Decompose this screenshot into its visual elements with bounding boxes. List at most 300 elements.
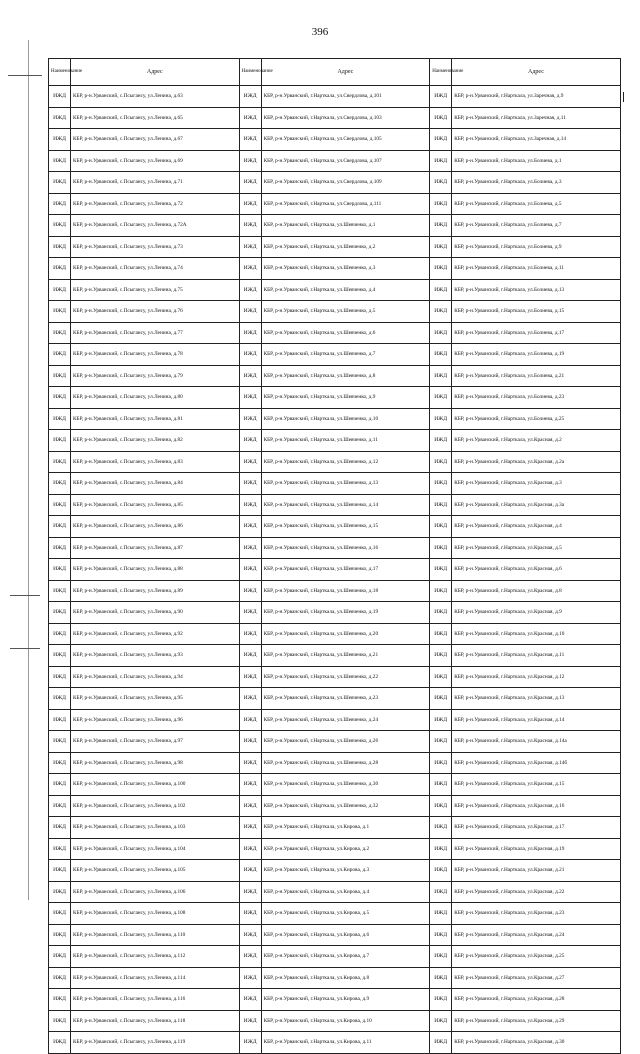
- address-cell: КБР, р-н.Урванский, г.Нарткала, ул.Свердлова, д.107: [261, 150, 430, 172]
- object-type-cell: ИЖД: [430, 107, 452, 129]
- table-row: [49, 86, 621, 108]
- address-cell: КБР, р-н.Урванский, г.Нарткала, ул.Красная, д.3а: [452, 494, 621, 516]
- object-type-cell: ИЖД: [430, 494, 452, 516]
- address-cell: КБР, р-н.Урванский, г.Нарткала, ул.Шевченко, д.22: [261, 666, 430, 688]
- address-cell: КБР, р-н.Урванский, г.Нарткала, ул.Кирова, д.4: [261, 881, 430, 903]
- address-cell: КБР, р-н.Урванский, г.Нарткала, ул.Кирова, д.3: [261, 860, 430, 882]
- object-type-cell: ИЖД: [239, 451, 261, 473]
- address-cell: КБР, р-н.Урванский, г.Нарткала, ул.Шевченко, д.32: [261, 795, 430, 817]
- object-type-cell: ИЖД: [430, 817, 452, 839]
- address-cell: КБР, р-н.Урванский, с.Псыгансу, ул.Ленина, д.93: [71, 645, 240, 667]
- address-cell: КБР, р-н.Урванский, г.Нарткала, ул.Шевченко, д.2: [261, 236, 430, 258]
- object-type-cell: ИЖД: [430, 193, 452, 215]
- table-row: [49, 903, 621, 925]
- address-cell: КБР, р-н.Урванский, с.Псыгансу, ул.Ленина, д.81: [71, 408, 240, 430]
- address-cell: КБР, р-н.Урванский, с.Псыгансу, ул.Ленина, д.63: [71, 86, 240, 108]
- address-cell: КБР, р-н.Урванский, с.Псыгансу, ул.Ленина, д.85: [71, 494, 240, 516]
- address-cell: КБР, р-н.Урванский, г.Нарткала, ул.Шевченко, д.13: [261, 473, 430, 495]
- object-type-cell: ИЖД: [239, 107, 261, 129]
- object-type-cell: ИЖД: [49, 236, 71, 258]
- margin-mark: [10, 648, 40, 649]
- address-cell: КБР, р-н.Урванский, с.Псыгансу, ул.Ленина, д.108: [71, 903, 240, 925]
- address-cell: КБР, р-н.Урванский, с.Псыгансу, ул.Ленина, д.94: [71, 666, 240, 688]
- address-cell: КБР, р-н.Урванский, с.Псыгансу, ул.Ленина, д.65: [71, 107, 240, 129]
- object-type-cell: ИЖД: [430, 129, 452, 151]
- object-type-cell: ИЖД: [430, 322, 452, 344]
- address-cell: КБР, р-н.Урванский, г.Нарткала, ул.Красная, д.8: [452, 580, 621, 602]
- object-type-cell: ИЖД: [239, 838, 261, 860]
- object-type-cell: ИЖД: [49, 408, 71, 430]
- object-type-cell: ИЖД: [239, 344, 261, 366]
- object-type-cell: ИЖД: [430, 903, 452, 925]
- address-cell: КБР, р-н.Урванский, г.Нарткала, ул.Болиева, д.19: [452, 344, 621, 366]
- address-cell: КБР, р-н.Урванский, с.Псыгансу, ул.Ленина, д.106: [71, 881, 240, 903]
- address-cell: КБР, р-н.Урванский, г.Нарткала, ул.Шевченко, д.1: [261, 215, 430, 237]
- object-type-cell: ИЖД: [430, 301, 452, 323]
- address-cell: КБР, р-н.Урванский, г.Нарткала, ул.Болиева, д.21: [452, 365, 621, 387]
- table-row: [49, 946, 621, 968]
- address-cell: КБР, р-н.Урванский, с.Псыгансу, ул.Ленина, д.112: [71, 946, 240, 968]
- object-type-cell: ИЖД: [49, 86, 71, 108]
- address-cell: КБР, р-н.Урванский, с.Псыгансу, ул.Ленина, д.74: [71, 258, 240, 280]
- table-row: [49, 645, 621, 667]
- address-cell: КБР, р-н.Урванский, г.Нарткала, ул.Болиева, д.9: [452, 236, 621, 258]
- object-type-cell: ИЖД: [430, 731, 452, 753]
- address-cell: КБР, р-н.Урванский, с.Псыгансу, ул.Ленина, д.82: [71, 430, 240, 452]
- table-row: [49, 537, 621, 559]
- address-cell: КБР, р-н.Урванский, г.Нарткала, ул.Свердлова, д.105: [261, 129, 430, 151]
- object-type-cell: ИЖД: [430, 258, 452, 280]
- address-cell: КБР, р-н.Урванский, г.Нарткала, ул.Заречная, д.9: [452, 86, 621, 108]
- object-type-cell: ИЖД: [430, 1032, 452, 1054]
- table-row: [49, 301, 621, 323]
- object-type-cell: ИЖД: [239, 602, 261, 624]
- table-row: [49, 666, 621, 688]
- object-type-cell: ИЖД: [239, 537, 261, 559]
- address-cell: КБР, р-н.Урванский, с.Псыгансу, ул.Ленина, д.90: [71, 602, 240, 624]
- table-row: [49, 193, 621, 215]
- address-cell: КБР, р-н.Урванский, с.Псыгансу, ул.Ленина, д.102: [71, 795, 240, 817]
- table-row: [49, 752, 621, 774]
- address-cell: КБР, р-н.Урванский, г.Нарткала, ул.Шевченко, д.21: [261, 645, 430, 667]
- address-cell: КБР, р-н.Урванский, г.Нарткала, ул.Шевченко, д.28: [261, 752, 430, 774]
- address-cell: КБР, р-н.Урванский, с.Псыгансу, ул.Ленина, д.89: [71, 580, 240, 602]
- object-type-cell: ИЖД: [239, 580, 261, 602]
- object-type-cell: ИЖД: [239, 774, 261, 796]
- object-type-cell: ИЖД: [49, 838, 71, 860]
- object-type-cell: ИЖД: [49, 344, 71, 366]
- object-type-cell: ИЖД: [430, 559, 452, 581]
- address-cell: КБР, р-н.Урванский, с.Псыгансу, ул.Ленина, д.69: [71, 150, 240, 172]
- address-cell: КБР, р-н.Урванский, г.Нарткала, ул.Свердлова, д.103: [261, 107, 430, 129]
- address-cell: КБР, р-н.Урванский, г.Нарткала, ул.Шевченко, д.11: [261, 430, 430, 452]
- object-type-cell: ИЖД: [430, 688, 452, 710]
- object-type-cell: ИЖД: [49, 731, 71, 753]
- page-number: 396: [311, 26, 329, 38]
- object-type-cell: ИЖД: [49, 129, 71, 151]
- address-cell: КБР, р-н.Урванский, г.Нарткала, ул.Болиева, д.25: [452, 408, 621, 430]
- address-cell: КБР, р-н.Урванский, г.Нарткала, ул.Шевченко, д.26: [261, 731, 430, 753]
- table-row: [49, 430, 621, 452]
- address-cell: КБР, р-н.Урванский, с.Псыгансу, ул.Ленина, д.100: [71, 774, 240, 796]
- scan-edge-line: [28, 40, 29, 900]
- object-type-cell: ИЖД: [239, 967, 261, 989]
- table-row: [49, 881, 621, 903]
- address-cell: КБР, р-н.Урванский, с.Псыгансу, ул.Ленина, д.71: [71, 172, 240, 194]
- address-cell: КБР, р-н.Урванский, г.Нарткала, ул.Шевченко, д.15: [261, 516, 430, 538]
- object-type-cell: ИЖД: [239, 559, 261, 581]
- object-type-cell: ИЖД: [239, 215, 261, 237]
- object-type-cell: ИЖД: [49, 774, 71, 796]
- object-type-cell: ИЖД: [49, 365, 71, 387]
- address-cell: КБР, р-н.Урванский, г.Нарткала, ул.Шевченко, д.5: [261, 301, 430, 323]
- table-row: [49, 623, 621, 645]
- table-row: [49, 774, 621, 796]
- object-type-cell: ИЖД: [430, 946, 452, 968]
- table-row: [49, 989, 621, 1011]
- table-row: [49, 924, 621, 946]
- object-type-cell: ИЖД: [239, 688, 261, 710]
- address-cell: КБР, р-н.Урванский, с.Псыгансу, ул.Ленина, д.79: [71, 365, 240, 387]
- object-type-cell: ИЖД: [430, 774, 452, 796]
- address-cell: КБР, р-н.Урванский, г.Нарткала, ул.Кирова, д.2: [261, 838, 430, 860]
- object-type-cell: ИЖД: [239, 645, 261, 667]
- address-cell: КБР, р-н.Урванский, г.Нарткала, ул.Красная, д.13: [452, 688, 621, 710]
- object-type-cell: ИЖД: [430, 860, 452, 882]
- object-type-cell: ИЖД: [430, 516, 452, 538]
- object-type-cell: ИЖД: [49, 430, 71, 452]
- object-type-cell: ИЖД: [49, 559, 71, 581]
- object-type-cell: ИЖД: [430, 666, 452, 688]
- object-type-cell: ИЖД: [49, 795, 71, 817]
- address-cell: КБР, р-н.Урванский, с.Псыгансу, ул.Ленина, д.110: [71, 924, 240, 946]
- address-cell: КБР, р-н.Урванский, с.Псыгансу, ул.Ленина, д.72: [71, 193, 240, 215]
- address-cell: КБР, р-н.Урванский, с.Псыгансу, ул.Ленина, д.80: [71, 387, 240, 409]
- header-address: Адрес: [71, 59, 240, 86]
- object-type-cell: ИЖД: [430, 430, 452, 452]
- address-cell: КБР, р-н.Урванский, с.Псыгансу, ул.Ленина, д.103: [71, 817, 240, 839]
- object-type-cell: ИЖД: [49, 989, 71, 1011]
- object-type-cell: ИЖД: [239, 430, 261, 452]
- address-table: [48, 58, 621, 1054]
- object-type-cell: ИЖД: [430, 645, 452, 667]
- object-type-cell: ИЖД: [430, 580, 452, 602]
- address-cell: КБР, р-н.Урванский, г.Нарткала, ул.Кирова, д.9: [261, 989, 430, 1011]
- table-row: [49, 516, 621, 538]
- address-cell: КБР, р-н.Урванский, г.Нарткала, ул.Красная, д.22: [452, 881, 621, 903]
- object-type-cell: ИЖД: [239, 709, 261, 731]
- object-type-cell: ИЖД: [239, 408, 261, 430]
- table-row: [49, 580, 621, 602]
- object-type-cell: ИЖД: [430, 473, 452, 495]
- object-type-cell: ИЖД: [239, 989, 261, 1011]
- object-type-cell: ИЖД: [49, 924, 71, 946]
- address-cell: КБР, р-н.Урванский, г.Нарткала, ул.Красная, д.28: [452, 989, 621, 1011]
- address-cell: КБР, р-н.Урванский, г.Нарткала, ул.Свердлова, д.109: [261, 172, 430, 194]
- address-cell: КБР, р-н.Урванский, с.Псыгансу, ул.Ленина, д.67: [71, 129, 240, 151]
- object-type-cell: ИЖД: [49, 537, 71, 559]
- object-type-cell: ИЖД: [430, 344, 452, 366]
- object-type-cell: ИЖД: [239, 279, 261, 301]
- address-cell: КБР, р-н.Урванский, г.Нарткала, ул.Кирова, д.11: [261, 1032, 430, 1054]
- object-type-cell: ИЖД: [49, 946, 71, 968]
- object-type-cell: ИЖД: [430, 924, 452, 946]
- object-type-cell: ИЖД: [49, 473, 71, 495]
- address-cell: КБР, р-н.Урванский, с.Псыгансу, ул.Ленина, д.114: [71, 967, 240, 989]
- margin-mark: [623, 92, 624, 102]
- address-cell: КБР, р-н.Урванский, г.Нарткала, ул.Шевченко, д.20: [261, 623, 430, 645]
- margin-mark: [8, 75, 42, 76]
- table-row: [49, 322, 621, 344]
- address-cell: КБР, р-н.Урванский, г.Нарткала, ул.Шевченко, д.14: [261, 494, 430, 516]
- address-cell: КБР, р-н.Урванский, г.Нарткала, ул.Шевченко, д.7: [261, 344, 430, 366]
- address-cell: КБР, р-н.Урванский, г.Нарткала, ул.Кирова, д.8: [261, 967, 430, 989]
- margin-mark: [10, 595, 40, 596]
- object-type-cell: ИЖД: [430, 838, 452, 860]
- object-type-cell: ИЖД: [430, 387, 452, 409]
- object-type-cell: ИЖД: [239, 860, 261, 882]
- address-cell: КБР, р-н.Урванский, г.Нарткала, ул.Красная, д.2а: [452, 451, 621, 473]
- address-cell: КБР, р-н.Урванский, г.Нарткала, ул.Шевченко, д.6: [261, 322, 430, 344]
- table-row: [49, 365, 621, 387]
- object-type-cell: ИЖД: [430, 881, 452, 903]
- address-cell: КБР, р-н.Урванский, г.Нарткала, ул.Болиева, д.15: [452, 301, 621, 323]
- address-cell: КБР, р-н.Урванский, с.Псыгансу, ул.Ленина, д.119: [71, 1032, 240, 1054]
- table-row: [49, 236, 621, 258]
- address-cell: КБР, р-н.Урванский, г.Нарткала, ул.Заречная, д.11: [452, 107, 621, 129]
- object-type-cell: ИЖД: [430, 172, 452, 194]
- address-cell: КБР, р-н.Урванский, с.Псыгансу, ул.Ленина, д.104: [71, 838, 240, 860]
- object-type-cell: ИЖД: [49, 688, 71, 710]
- object-type-cell: ИЖД: [239, 494, 261, 516]
- object-type-cell: ИЖД: [239, 172, 261, 194]
- object-type-cell: ИЖД: [430, 795, 452, 817]
- address-cell: КБР, р-н.Урванский, с.Псыгансу, ул.Ленина, д.92: [71, 623, 240, 645]
- header-address: Адрес: [452, 59, 621, 86]
- address-cell: КБР, р-н.Урванский, с.Псыгансу, ул.Ленина, д.78: [71, 344, 240, 366]
- address-cell: КБР, р-н.Урванский, г.Нарткала, ул.Кирова, д.10: [261, 1010, 430, 1032]
- address-cell: КБР, р-н.Урванский, г.Нарткала, ул.Свердлова, д.101: [261, 86, 430, 108]
- object-type-cell: ИЖД: [239, 365, 261, 387]
- address-cell: КБР, р-н.Урванский, г.Нарткала, ул.Красная, д.23: [452, 903, 621, 925]
- address-cell: КБР, р-н.Урванский, г.Нарткала, ул.Красная, д.6: [452, 559, 621, 581]
- object-type-cell: ИЖД: [49, 193, 71, 215]
- object-type-cell: ИЖД: [430, 537, 452, 559]
- table-row: [49, 258, 621, 280]
- address-cell: КБР, р-н.Урванский, г.Нарткала, ул.Шевченко, д.4: [261, 279, 430, 301]
- object-type-cell: ИЖД: [49, 860, 71, 882]
- address-cell: КБР, р-н.Урванский, с.Псыгансу, ул.Ленина, д.116: [71, 989, 240, 1011]
- table-row: [49, 215, 621, 237]
- object-type-cell: ИЖД: [430, 989, 452, 1011]
- address-cell: КБР, р-н.Урванский, с.Псыгансу, ул.Ленина, д.77: [71, 322, 240, 344]
- address-cell: КБР, р-н.Урванский, г.Нарткала, ул.Красная, д.27: [452, 967, 621, 989]
- object-type-cell: ИЖД: [430, 279, 452, 301]
- table-row: [49, 559, 621, 581]
- address-cell: КБР, р-н.Урванский, г.Нарткала, ул.Шевченко, д.19: [261, 602, 430, 624]
- object-type-cell: ИЖД: [239, 301, 261, 323]
- address-cell: КБР, р-н.Урванский, г.Нарткала, ул.Свердлова, д.111: [261, 193, 430, 215]
- table-row: [49, 709, 621, 731]
- object-type-cell: ИЖД: [49, 387, 71, 409]
- table-row: [49, 408, 621, 430]
- object-type-cell: ИЖД: [49, 602, 71, 624]
- object-type-cell: ИЖД: [49, 666, 71, 688]
- object-type-cell: ИЖД: [49, 258, 71, 280]
- address-cell: КБР, р-н.Урванский, г.Нарткала, ул.Шевченко, д.17: [261, 559, 430, 581]
- object-type-cell: ИЖД: [49, 580, 71, 602]
- object-type-cell: ИЖД: [239, 1032, 261, 1054]
- address-cell: КБР, р-н.Урванский, г.Нарткала, ул.Шевченко, д.16: [261, 537, 430, 559]
- address-cell: КБР, р-н.Урванский, г.Нарткала, ул.Болиева, д.23: [452, 387, 621, 409]
- address-cell: КБР, р-н.Урванский, г.Нарткала, ул.Кирова, д.1: [261, 817, 430, 839]
- address-cell: КБР, р-н.Урванский, с.Псыгансу, ул.Ленина, д.87: [71, 537, 240, 559]
- address-cell: КБР, р-н.Урванский, г.Нарткала, ул.Кирова, д.6: [261, 924, 430, 946]
- object-type-cell: ИЖД: [239, 258, 261, 280]
- address-cell: КБР, р-н.Урванский, г.Нарткала, ул.Красная, д.16: [452, 795, 621, 817]
- address-cell: КБР, р-н.Урванский, с.Псыгансу, ул.Ленина, д.83: [71, 451, 240, 473]
- object-type-cell: ИЖД: [430, 365, 452, 387]
- address-cell: КБР, р-н.Урванский, г.Нарткала, ул.Красная, д.14а: [452, 731, 621, 753]
- table-row: [49, 731, 621, 753]
- table-row: [49, 860, 621, 882]
- object-type-cell: ИЖД: [49, 903, 71, 925]
- object-type-cell: ИЖД: [239, 86, 261, 108]
- table-row: [49, 1010, 621, 1032]
- object-type-cell: ИЖД: [430, 623, 452, 645]
- address-cell: КБР, р-н.Урванский, г.Нарткала, ул.Шевченко, д.18: [261, 580, 430, 602]
- object-type-cell: ИЖД: [430, 215, 452, 237]
- address-cell: КБР, р-н.Урванский, г.Нарткала, ул.Красная, д.19: [452, 838, 621, 860]
- object-type-cell: ИЖД: [49, 516, 71, 538]
- table-row: [49, 494, 621, 516]
- address-cell: КБР, р-н.Урванский, г.Нарткала, ул.Болиева, д.7: [452, 215, 621, 237]
- object-type-cell: ИЖД: [430, 1010, 452, 1032]
- object-type-cell: ИЖД: [49, 967, 71, 989]
- object-type-cell: ИЖД: [49, 494, 71, 516]
- object-type-cell: ИЖД: [239, 193, 261, 215]
- table-row: [49, 967, 621, 989]
- address-cell: КБР, р-н.Урванский, с.Псыгансу, ул.Ленина, д.98: [71, 752, 240, 774]
- object-type-cell: ИЖД: [49, 322, 71, 344]
- table-header-row: [49, 59, 621, 86]
- object-type-cell: ИЖД: [49, 150, 71, 172]
- address-cell: КБР, р-н.Урванский, г.Нарткала, ул.Кирова, д.5: [261, 903, 430, 925]
- address-cell: КБР, р-н.Урванский, г.Нарткала, ул.Красная, д.10: [452, 623, 621, 645]
- address-cell: КБР, р-н.Урванский, с.Псыгансу, ул.Ленина, д.96: [71, 709, 240, 731]
- header-name: Наименование: [49, 59, 71, 86]
- object-type-cell: ИЖД: [49, 881, 71, 903]
- address-cell: КБР, р-н.Урванский, г.Нарткала, ул.Шевченко, д.8: [261, 365, 430, 387]
- object-type-cell: ИЖД: [239, 1010, 261, 1032]
- address-cell: КБР, р-н.Урванский, г.Нарткала, ул.Красная, д.4: [452, 516, 621, 538]
- object-type-cell: ИЖД: [430, 967, 452, 989]
- address-cell: КБР, р-н.Урванский, г.Нарткала, ул.Красная, д.30: [452, 1032, 621, 1054]
- address-cell: КБР, р-н.Урванский, с.Псыгансу, ул.Ленина, д.88: [71, 559, 240, 581]
- table-body: [49, 86, 621, 1054]
- object-type-cell: ИЖД: [239, 946, 261, 968]
- object-type-cell: ИЖД: [49, 623, 71, 645]
- address-cell: КБР, р-н.Урванский, г.Нарткала, ул.Красная, д.29: [452, 1010, 621, 1032]
- object-type-cell: ИЖД: [49, 752, 71, 774]
- object-type-cell: ИЖД: [49, 301, 71, 323]
- address-cell: КБР, р-н.Урванский, с.Псыгансу, ул.Ленина, д.76: [71, 301, 240, 323]
- table-row: [49, 129, 621, 151]
- address-cell: КБР, р-н.Урванский, г.Нарткала, ул.Болиева, д.17: [452, 322, 621, 344]
- object-type-cell: ИЖД: [239, 322, 261, 344]
- address-cell: КБР, р-н.Урванский, г.Нарткала, ул.Красная, д.25: [452, 946, 621, 968]
- object-type-cell: ИЖД: [430, 150, 452, 172]
- object-type-cell: ИЖД: [239, 795, 261, 817]
- object-type-cell: ИЖД: [430, 408, 452, 430]
- object-type-cell: ИЖД: [239, 236, 261, 258]
- table-row: [49, 107, 621, 129]
- address-cell: КБР, р-н.Урванский, г.Нарткала, ул.Шевченко, д.10: [261, 408, 430, 430]
- object-type-cell: ИЖД: [239, 387, 261, 409]
- table-row: [49, 473, 621, 495]
- object-type-cell: ИЖД: [239, 516, 261, 538]
- object-type-cell: ИЖД: [239, 817, 261, 839]
- table-row: [49, 451, 621, 473]
- header-address: Адрес: [261, 59, 430, 86]
- address-cell: КБР, р-н.Урванский, г.Нарткала, ул.Болиева, д.11: [452, 258, 621, 280]
- address-cell: КБР, р-н.Урванский, г.Нарткала, ул.Шевченко, д.12: [261, 451, 430, 473]
- object-type-cell: ИЖД: [49, 1032, 71, 1054]
- address-cell: КБР, р-н.Урванский, г.Нарткала, ул.Красная, д.12: [452, 666, 621, 688]
- table-row: [49, 344, 621, 366]
- object-type-cell: ИЖД: [239, 666, 261, 688]
- table-row: [49, 150, 621, 172]
- object-type-cell: ИЖД: [239, 623, 261, 645]
- address-cell: КБР, р-н.Урванский, г.Нарткала, ул.Красная, д.15: [452, 774, 621, 796]
- object-type-cell: ИЖД: [239, 150, 261, 172]
- address-cell: КБР, р-н.Урванский, г.Нарткала, ул.Шевченко, д.30: [261, 774, 430, 796]
- header-name: Наименование: [239, 59, 261, 86]
- table-row: [49, 688, 621, 710]
- address-cell: КБР, р-н.Урванский, г.Нарткала, ул.Красная, д.11: [452, 645, 621, 667]
- object-type-cell: ИЖД: [49, 451, 71, 473]
- object-type-cell: ИЖД: [49, 1010, 71, 1032]
- object-type-cell: ИЖД: [49, 709, 71, 731]
- address-cell: КБР, р-н.Урванский, г.Нарткала, ул.Красная, д.3: [452, 473, 621, 495]
- address-cell: КБР, р-н.Урванский, с.Псыгансу, ул.Ленина, д.72А: [71, 215, 240, 237]
- address-cell: КБР, р-н.Урванский, с.Псыгансу, ул.Ленина, д.97: [71, 731, 240, 753]
- object-type-cell: ИЖД: [239, 473, 261, 495]
- object-type-cell: ИЖД: [49, 107, 71, 129]
- object-type-cell: ИЖД: [239, 924, 261, 946]
- address-cell: КБР, р-н.Урванский, г.Нарткала, ул.Красная, д.17: [452, 817, 621, 839]
- object-type-cell: ИЖД: [239, 881, 261, 903]
- table-row: [49, 817, 621, 839]
- address-cell: КБР, р-н.Урванский, г.Нарткала, ул.Болиева, д.1: [452, 150, 621, 172]
- address-cell: КБР, р-н.Урванский, г.Нарткала, ул.Красная, д.14: [452, 709, 621, 731]
- address-cell: КБР, р-н.Урванский, г.Нарткала, ул.Шевченко, д.9: [261, 387, 430, 409]
- address-cell: КБР, р-н.Урванский, г.Нарткала, ул.Болиева, д.5: [452, 193, 621, 215]
- object-type-cell: ИЖД: [430, 451, 452, 473]
- address-cell: КБР, р-н.Урванский, с.Псыгансу, ул.Ленина, д.95: [71, 688, 240, 710]
- address-cell: КБР, р-н.Урванский, с.Псыгансу, ул.Ленина, д.84: [71, 473, 240, 495]
- object-type-cell: ИЖД: [239, 129, 261, 151]
- address-cell: КБР, р-н.Урванский, г.Нарткала, ул.Кирова, д.7: [261, 946, 430, 968]
- address-cell: КБР, р-н.Урванский, с.Псыгансу, ул.Ленина, д.73: [71, 236, 240, 258]
- address-cell: КБР, р-н.Урванский, с.Псыгансу, ул.Ленина, д.118: [71, 1010, 240, 1032]
- object-type-cell: ИЖД: [430, 86, 452, 108]
- table-row: [49, 602, 621, 624]
- address-cell: КБР, р-н.Урванский, г.Нарткала, ул.Шевченко, д.24: [261, 709, 430, 731]
- table-row: [49, 838, 621, 860]
- address-cell: КБР, р-н.Урванский, с.Псыгансу, ул.Ленина, д.105: [71, 860, 240, 882]
- address-cell: КБР, р-н.Урванский, г.Нарткала, ул.Красная, д.9: [452, 602, 621, 624]
